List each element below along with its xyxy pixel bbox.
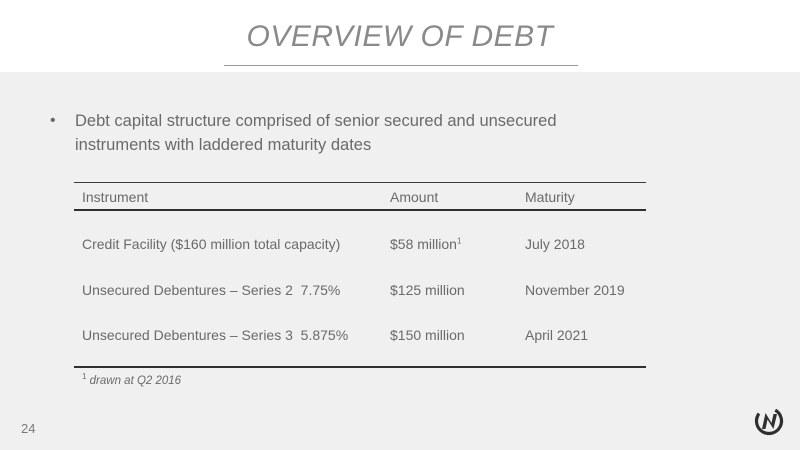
company-logo-icon [752,404,786,438]
row-2-maturity: November 2019 [525,282,625,298]
header [0,0,800,72]
row-1-amount-value: $58 million [390,236,457,252]
table-top-rule [74,182,646,183]
bullet-text [75,109,635,157]
row-2-amount: $125 million [390,282,465,298]
row-1-amount-footnote-marker: 1 [456,236,462,246]
footnote-marker: 1 [82,372,87,381]
table-header-rule [74,209,646,211]
header-maturity: Maturity [525,189,575,205]
footnote [82,372,181,387]
footnote-text: drawn at Q2 2016 [89,374,182,387]
bullet-icon: • [50,112,56,129]
row-1-instrument: Credit Facility ($160 million total capacity) [82,236,341,252]
row-3-maturity: April 2021 [525,327,589,343]
title-underline [224,65,578,66]
page-number: 24 [21,421,36,436]
row-3-instrument: Unsecured Debentures – Series 3 5.875% [82,327,349,343]
row-1-maturity: July 2018 [525,236,585,252]
row-2-instrument: Unsecured Debentures – Series 2 7.75% [82,282,341,298]
table-bottom-rule [74,366,646,368]
page-title: OVERVIEW OF DEBT [246,20,554,53]
row-3-amount: $150 million [390,327,465,343]
header-amount: Amount [390,189,439,205]
bullet-line-2: instruments with laddered maturity dates [75,136,372,154]
row-1-amount [390,236,461,252]
header-instrument: Instrument [82,189,149,205]
bullet-line-1: Debt capital structure comprised of senior secured and unsecured [75,112,557,130]
